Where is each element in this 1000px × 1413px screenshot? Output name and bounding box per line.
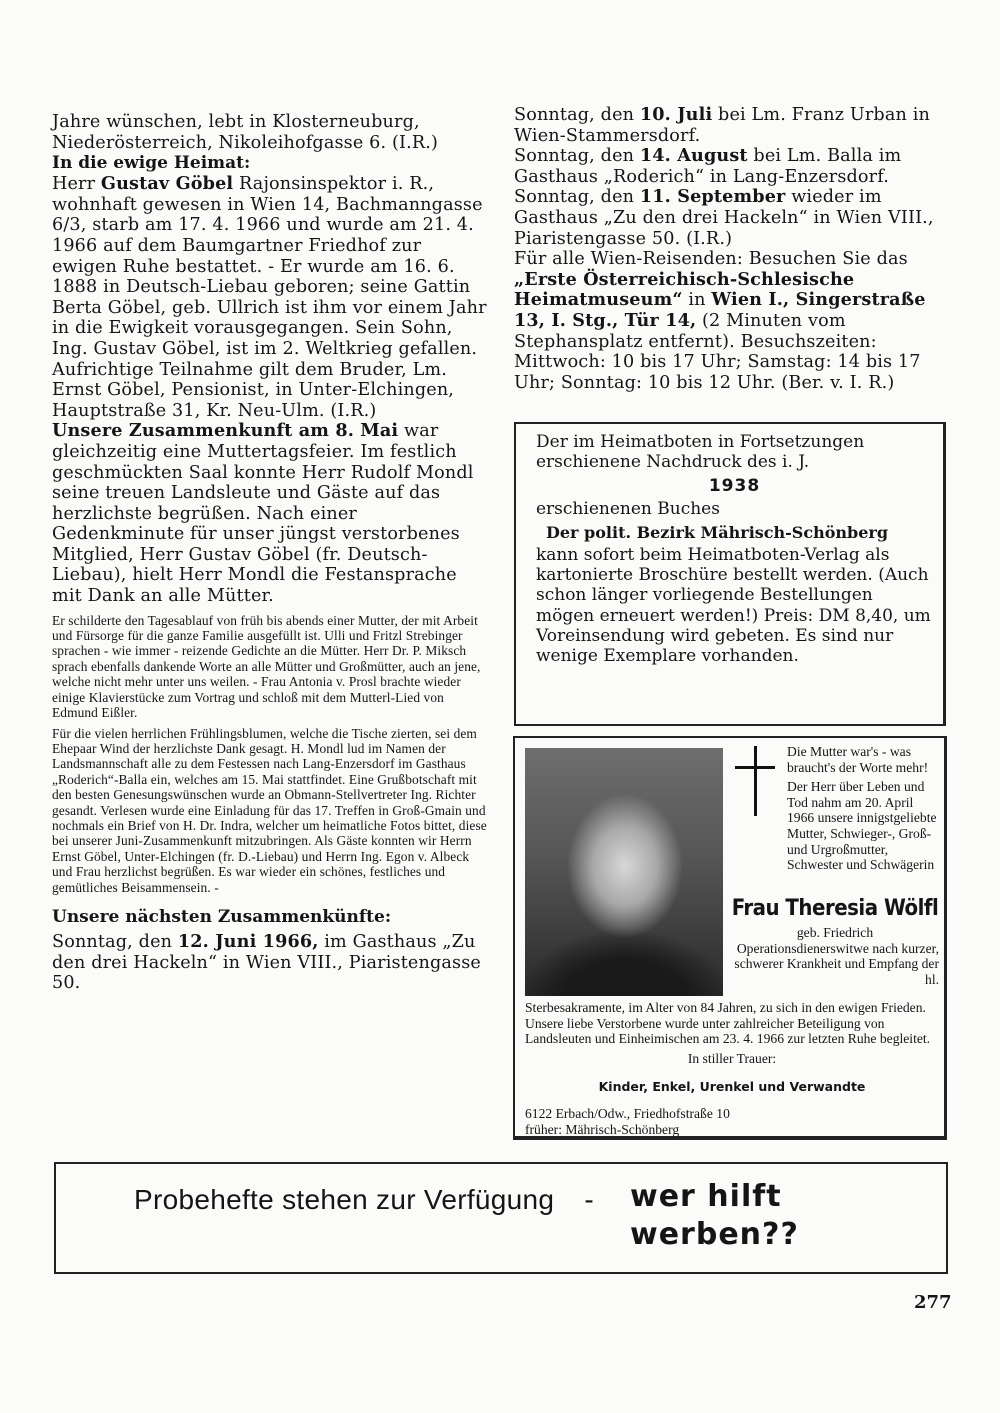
paragraph [52, 174, 488, 421]
right-column [514, 105, 952, 393]
paragraph [52, 932, 488, 994]
paragraph [514, 105, 952, 146]
obituary-box [513, 736, 947, 1140]
small-paragraph: Er schilderte den Tagesablauf von früh bis abends einer Mutter, der mit Arbeit und Fürsorge für die ganze Familie ausgefüllt ist. Ulli und Fritzl Strebinger sprachen - wie immer - reizende Gedichte an die Mütter. Herr Dr. P. Miksch sprach ebenfalls dankende Worte an alle Mütter und Großmütter, auch an jene, welche nicht mehr unter uns weilen. - Frau Antonia v. Prosl brachte wieder einige Klavierstücke zum Vortrag und schloß mit dem Mutterl-Lied von Edmund Eißler. [52, 612, 481, 721]
book-title: Der polit. Bezirk Mährisch-Schönberg [546, 522, 889, 542]
book-advert-box [514, 422, 946, 726]
mourners: Kinder, Enkel, Urenkel und Verwandte [598, 1078, 866, 1094]
text: wieder im Gasthaus „Zu den drei Hackeln“ in Wien VIII., Piaristengasse 50. (I.R.) [514, 187, 934, 249]
text: (2 Minuten vom Stephansplatz entfernt). Besuchszeiten: Mittwoch: 10 bis 17 Uhr; Samstag: 14 bis 17 Uhr; Sonntag: 10 bis 12 Uhr. (Ber. v. I. R.) [514, 310, 921, 393]
paragraph: Jahre wünschen, lebt in Klosterneuburg, Niederösterreich, Nikoleihofgasse 6. (I.R.) [52, 112, 438, 153]
banner-slogan: werben?? [630, 1217, 799, 1252]
text: Rajonsinspektor i. R., wohnhaft gewesen in Wien 14, Bachmanngasse 6/3, starb am 17. 4. 1966 und wurde am 21. 4. 1966 auf dem Baumgartner Friedhof zur ewigen Ruhe bestattet. - Er wurde am 16. 6. 1888 in Deutsch-Liebau geboren; seine Gattin Berta Göbel, geb. Ullrich ist ihm vor einem Jahr in die Ewigkeit vorausgegangen. Sein Sohn, Ing. Gustav Göbel, ist im 2. Weltkrieg gefallen. Aufrichtige Teilnahme gilt dem Bruder, Lm. Ernst Göbel, Pensionist, in Unter-Elchingen, Hauptstraße 31, Kr. Neu-Ulm. (I.R.) [52, 174, 487, 421]
obituary-upper-text [787, 744, 939, 873]
paragraph [514, 146, 952, 187]
text: Herr [52, 174, 101, 195]
obituary-intro: Der Herr über Leben und Tod nahm am 20. April 1966 unsere innigstgeliebte Mutter, Schwieger-, Groß- und Urgroßmutter, Schwester und Schwägerin [787, 779, 937, 873]
text: in [682, 290, 712, 311]
obituary-verse: Die Mutter war's - was braucht's der Worte mehr! [787, 744, 929, 775]
text: im Gasthaus „Zu den drei Hackeln“ in Wien VIII., Piaristengasse 50. [52, 931, 481, 994]
banner-slogan: wer hilft [630, 1179, 782, 1214]
deceased-name: Frau Theresia Wölfl [731, 896, 939, 921]
banner-dash: - [584, 1184, 594, 1215]
advert-text: kann sofort beim Heimatboten-Verlag als kartonierte Broschüre bestellt werden. (Auch schon länger vorliegende Bestellungen mögen erneuert werden!) Preis: DM 8,40, um Voreinsendung wird gebeten. Es sind nur wenige Exemplare vorhanden. [536, 545, 931, 667]
bold-date: 14. August [639, 145, 748, 167]
text: bei Lm. Balla im Gasthaus „Roderich“ in Lang-Enzersdorf. [514, 146, 902, 187]
small-paragraph: Für die vielen herrlichen Frühlingsblumen, welche die Tische zierten, sei dem Ehepaar Wind der herzlichste Dank gesagt. H. Mondl lud im Namen der Landsmannschaft alle zu dem Festessen nach Lang-Enzersdorf im Gasthaus „Roderich“-Balla ein, welches am 15. Mai stattfindet. Eine Grußbotschaft mit den besten Genesungswünschen wurde an Obmann-Stellvertreter Ing. Richter gesandt. Verlesen wurde eine Einladung für das 17. Treffen in Groß-Gmain und nochmals ein Brief von H. Dr. Indra, welcher um heimatliche Fotos bittet, diese bei unserer Juni-Zusammenkunft mitzubringen. Als Gäste konnten wir Herrn Ernst Göbel, Unter-Elchingen (fr. D.-Liebau) und Herrn Ing. Egon v. Albeck und Frau herzlichst begrüßen. Es war wieder ein schönes, festliches und gemütliches Beisammensein. - [52, 725, 487, 895]
advert-year: 1938 [708, 476, 761, 497]
bold-date: 11. September [639, 186, 786, 208]
left-column [52, 112, 488, 994]
section-heading: Unsere nächsten Zusammenkünfte: [52, 906, 392, 927]
obituary-lower-text [525, 1000, 939, 1138]
page-number: 277 [914, 1292, 952, 1313]
text: bei Lm. Franz Urban in Wien-Stammersdorf. [514, 105, 930, 146]
obituary-text: Unsere liebe Verstorbene wurde unter zahlreicher Beteiligung von Landsleuten und Einheimischen am 23. 4. 1966 zur letzten Ruhe begleitet. [525, 1015, 931, 1047]
person-name: Gustav Göbel [100, 173, 234, 195]
museum-address: Wien I., Singerstraße 13, I. Stg., Tür 14, [514, 289, 926, 331]
text: Sonntag, den [514, 187, 640, 208]
paragraph [52, 421, 488, 606]
banner-right-text [630, 1178, 799, 1254]
text: war gleichzeitig eine Muttertagsfeier. Im festlich geschmückten Saal konnte Herr Rudolf Mondl seine treuen Landsleute und Gäste auf das herzlichste begrüßen. Nach einer Gedenkminute für unser jüngst verstorbenes Mitglied, Herr Gustav Göbel (fr. Deutsch-Liebau), hielt Herr Mondl die Festansprache mit Dank an alle Mütter. [52, 421, 474, 607]
banner-left-text [134, 1184, 594, 1216]
paragraph [514, 249, 952, 393]
text: Sonntag, den [52, 931, 178, 952]
museum-name: „Erste Österreichisch-Schlesische Heimatmuseum“ [514, 268, 855, 311]
bold-lead: Unsere Zusammenkunft am 8. Mai [52, 420, 399, 442]
obituary-desc: Operationsdienerswitwe nach kurzer, schwerer Krankheit und Empfang der hl. [734, 940, 939, 987]
text: Sonntag, den [514, 146, 640, 167]
paragraph [514, 187, 952, 249]
text: Für alle Wien-Reisenden: Besuchen Sie das [514, 249, 908, 270]
advert-text: Der im Heimatboten in Fortsetzungen erschienene Nachdruck des i. J. [536, 432, 865, 473]
obituary-name-block [731, 888, 939, 987]
section-heading: In die ewige Heimat: [52, 153, 251, 174]
bold-date: 12. Juni 1966, [177, 930, 319, 952]
banner-text: Probehefte stehen zur Verfügung [134, 1184, 555, 1215]
spacer [52, 895, 488, 907]
birth-name: geb. Friedrich [796, 925, 874, 940]
cross-icon [735, 746, 775, 816]
mourning-line: In stiller Trauer: [687, 1050, 777, 1066]
obituary-text: Sterbesakramente, im Alter von 84 Jahren, zu sich in den ewigen Frieden. [525, 1000, 926, 1015]
banner-box [54, 1162, 948, 1274]
bold-date: 10. Juli [639, 104, 713, 125]
text: Sonntag, den [514, 105, 640, 125]
portrait-photo [525, 748, 723, 996]
advert-text: erschienenen Buches [536, 498, 720, 519]
address-line: 6122 Erbach/Odw., Friedhofstraße 10 [525, 1106, 730, 1122]
address-line: früher: Mährisch-Schönberg [525, 1121, 680, 1137]
